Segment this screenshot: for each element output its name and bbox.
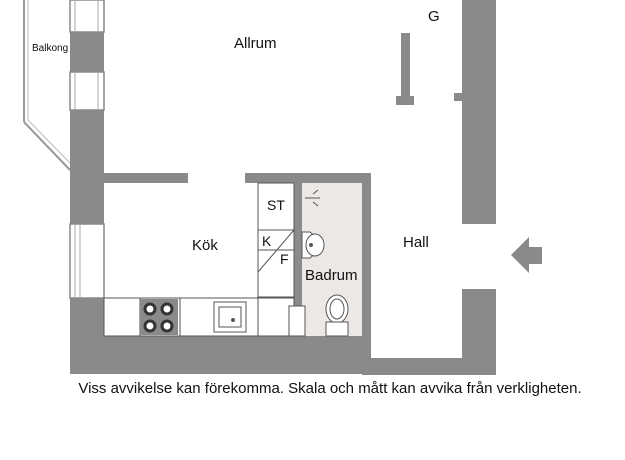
label-storage: ST: [267, 197, 285, 213]
label-fridge: K: [262, 233, 272, 249]
bathroom-sink-icon: [302, 232, 324, 258]
entrance-arrow-icon: [511, 237, 542, 273]
label-hall: Hall: [403, 234, 429, 251]
toilet-icon: [326, 295, 348, 336]
disclaimer-text: Viss avvikelse kan förekomma. Skala och mått kan avvika från verkligheten.: [78, 380, 582, 397]
bath-cabinet: [289, 306, 305, 336]
label-freezer: F: [280, 251, 289, 267]
kitchen-sink: [214, 302, 246, 332]
label-bathroom: Badrum: [305, 267, 358, 284]
label-kitchen: Kök: [192, 237, 218, 254]
balcony-floor: [24, 0, 70, 150]
kitchen-counter: [104, 183, 294, 336]
label-living-room: Allrum: [234, 35, 277, 52]
label-room-g: G: [428, 8, 440, 25]
label-balcony: Balkong: [32, 43, 69, 54]
balcony: [24, 0, 70, 170]
stove: [140, 299, 178, 335]
